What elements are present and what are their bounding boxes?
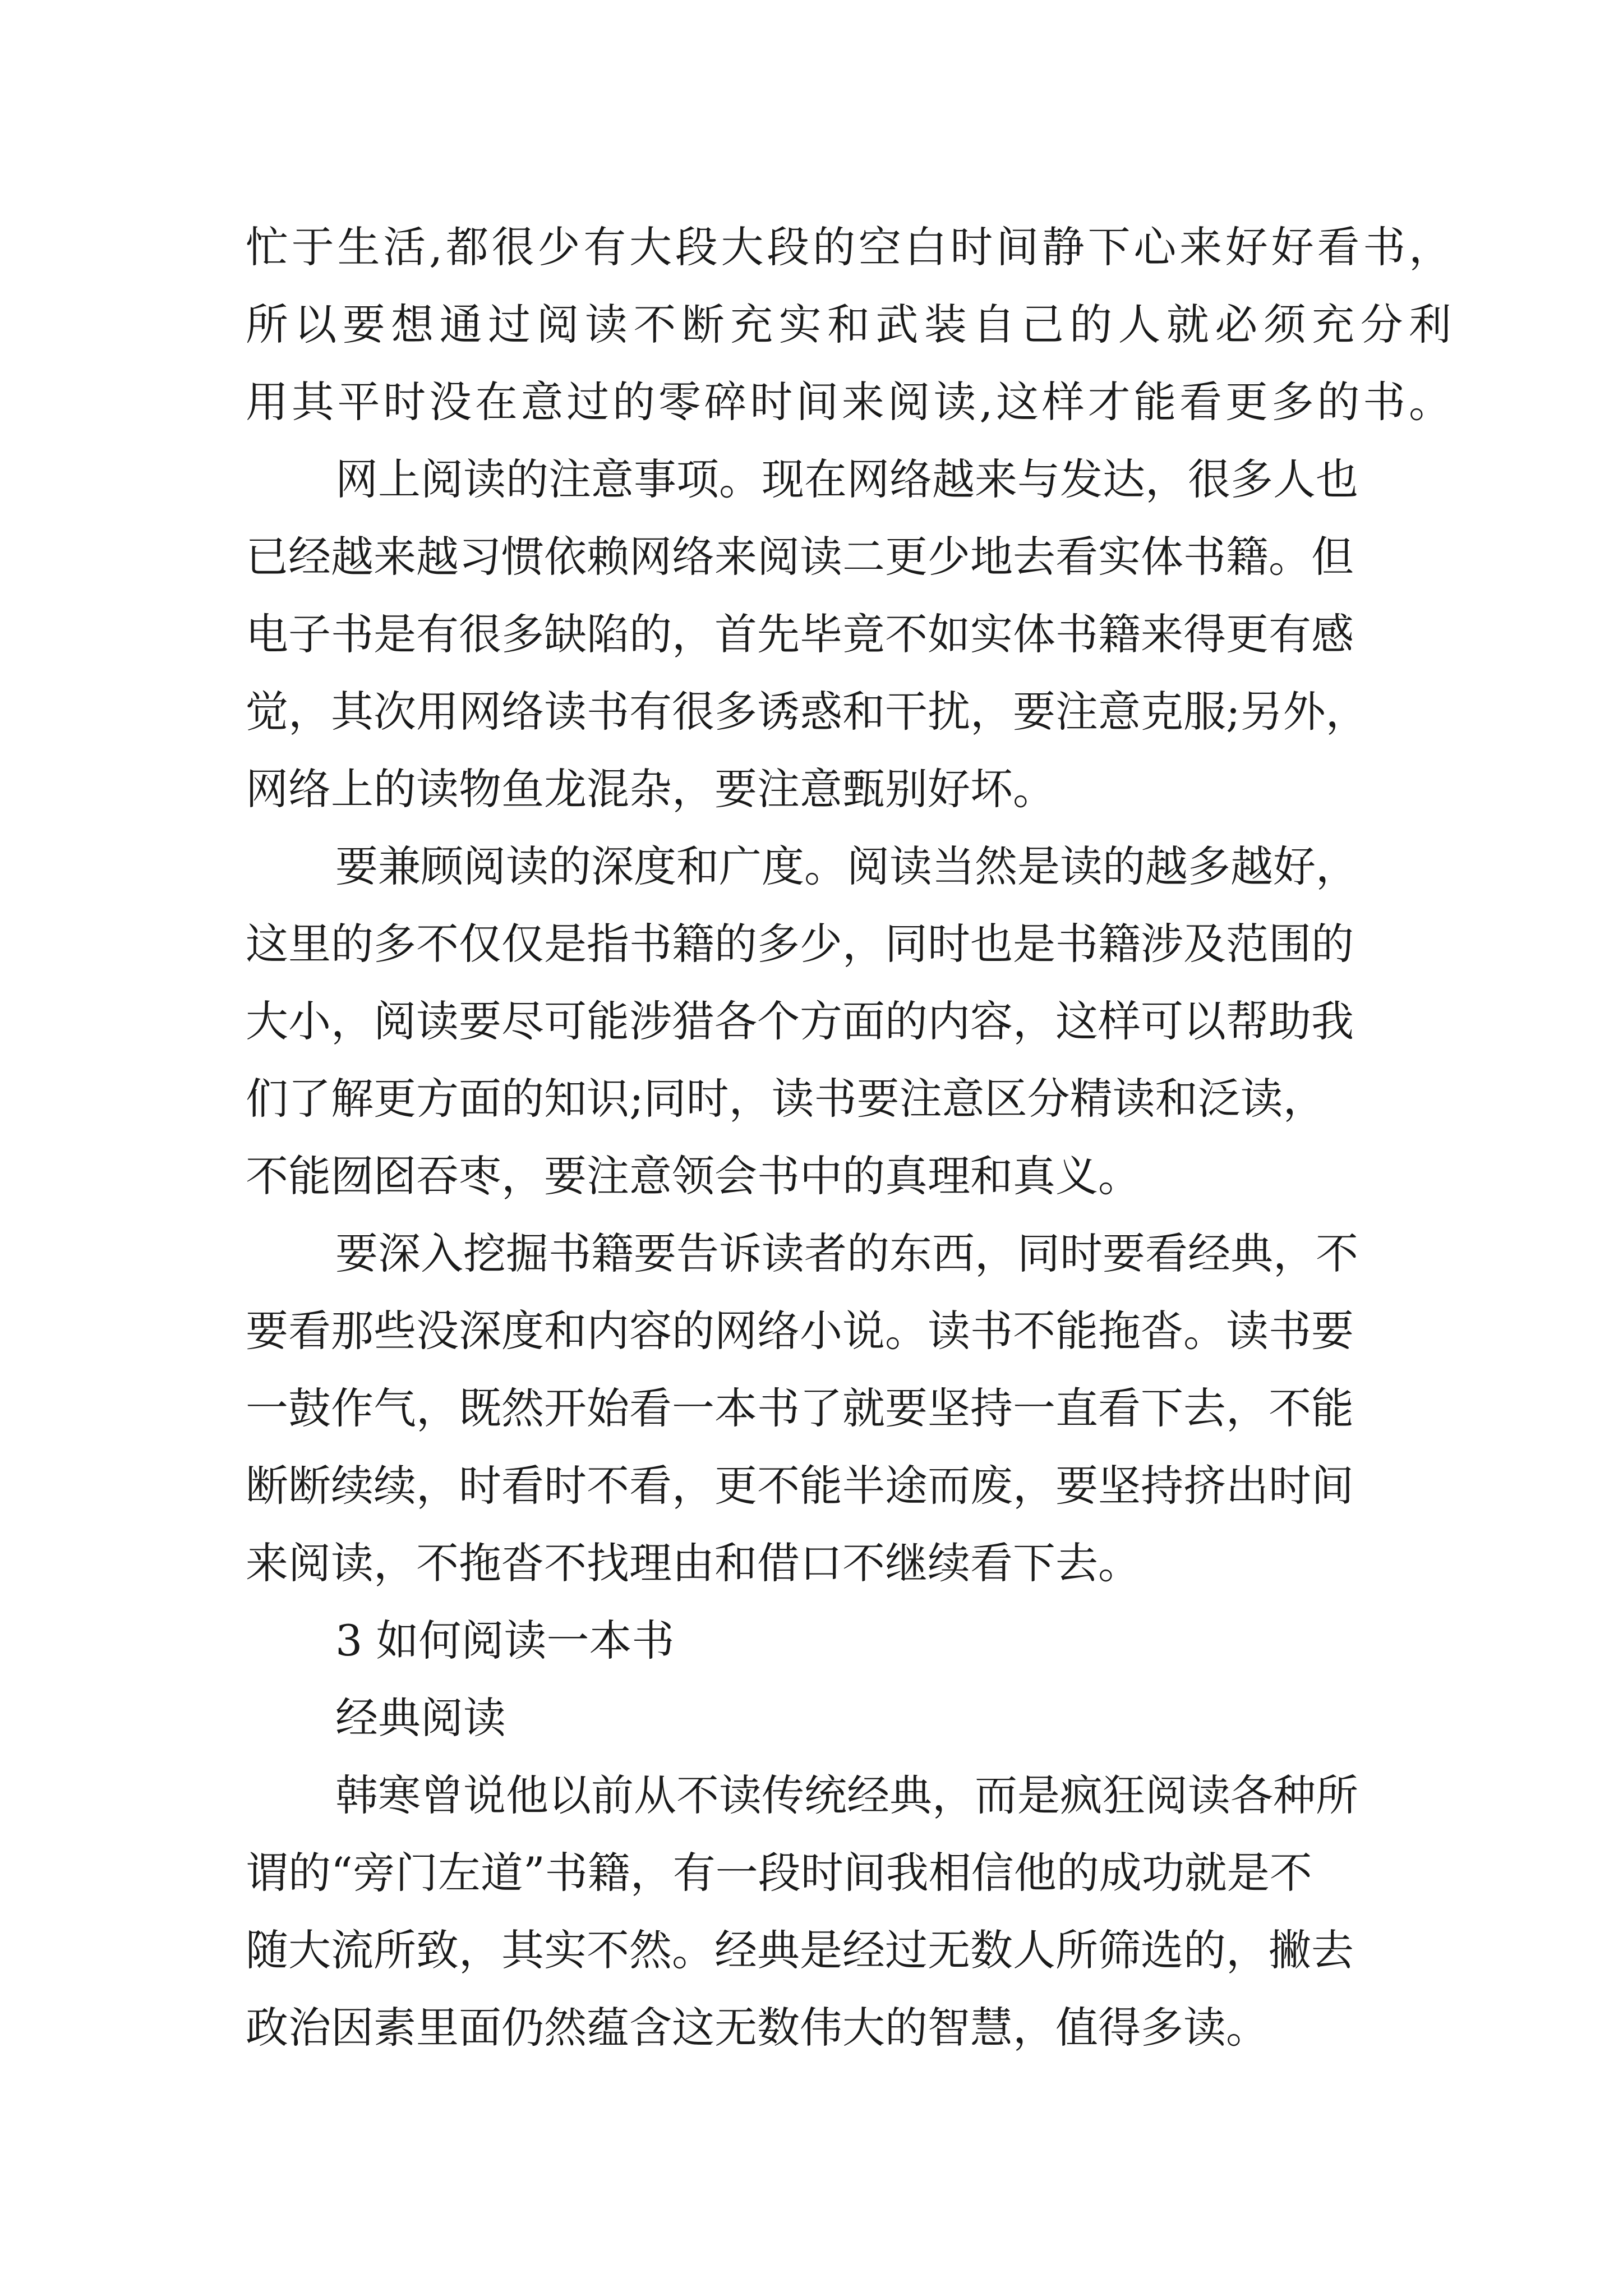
body-text xyxy=(246,209,1451,2067)
text-line: 随大流所致，其实不然。经典是经过无数人所筛选的，撇去 xyxy=(246,1925,1354,1975)
text-line: 用其平时没在意过的零碎时间来阅读,这样才能看更多的书。 xyxy=(246,377,1451,427)
text-line: 要看那些没深度和内容的网络小说。读书不能拖沓。读书要 xyxy=(246,1306,1354,1356)
text-line: 这里的多不仅仅是指书籍的多少，同时也是书籍涉及范围的 xyxy=(246,919,1354,969)
text-line: 要深入挖掘书籍要告诉读者的东西，同时要看经典，不 xyxy=(335,1228,1358,1278)
text-line: 要兼顾阅读的深度和广度。阅读当然是读的越多越好， xyxy=(335,841,1358,891)
text-line: 们了解更方面的知识;同时，读书要注意区分精读和泛读， xyxy=(246,1074,1326,1124)
text-line: 政治因素里面仍然蕴含这无数伟大的智慧，值得多读。 xyxy=(246,2003,1269,2053)
text-line: 已经越来越习惯依赖网络来阅读二更少地去看实体书籍。但 xyxy=(246,532,1354,582)
text-line: 所以要想通过阅读不断充实和武装自己的人就必须充分利 xyxy=(246,300,1451,349)
text-line: 觉，其次用网络读书有很多诱惑和干扰，要注意克服;另外， xyxy=(246,687,1368,737)
text-line: 来阅读，不拖沓不找理由和借口不继续看下去。 xyxy=(246,1538,1141,1588)
text-line: 忙于生活,都很少有大段大段的空白时间静下心来好好看书， xyxy=(246,222,1451,272)
text-line: 一鼓作气，既然开始看一本书了就要坚持一直看下去，不能 xyxy=(246,1383,1354,1433)
text-line: 大小，阅读要尽可能涉猎各个方面的内容，这样可以帮助我 xyxy=(246,996,1354,1046)
text-line: 断断续续，时看时不看，更不能半途而废，要坚持挤出时间 xyxy=(246,1461,1354,1511)
subsection-heading: 经典阅读 xyxy=(335,1693,506,1743)
text-line: 电子书是有很多缺陷的，首先毕竟不如实体书籍来得更有感 xyxy=(246,609,1354,659)
text-line: 韩寒曾说他以前从不读传统经典，而是疯狂阅读各种所 xyxy=(335,1770,1358,1820)
text-line: 不能囫囵吞枣，要注意领会书中的真理和真义。 xyxy=(246,1151,1141,1201)
text-line: 网络上的读物鱼龙混杂，要注意甄别好坏。 xyxy=(246,764,1055,814)
text-line: 网上阅读的注意事项。现在网络越来与发达，很多人也 xyxy=(335,454,1358,504)
text-line: 谓的“旁门左道”书籍，有一段时间我相信他的成功就是不 xyxy=(246,1848,1312,1898)
section-heading: 3 如何阅读一本书 xyxy=(335,1616,675,1665)
